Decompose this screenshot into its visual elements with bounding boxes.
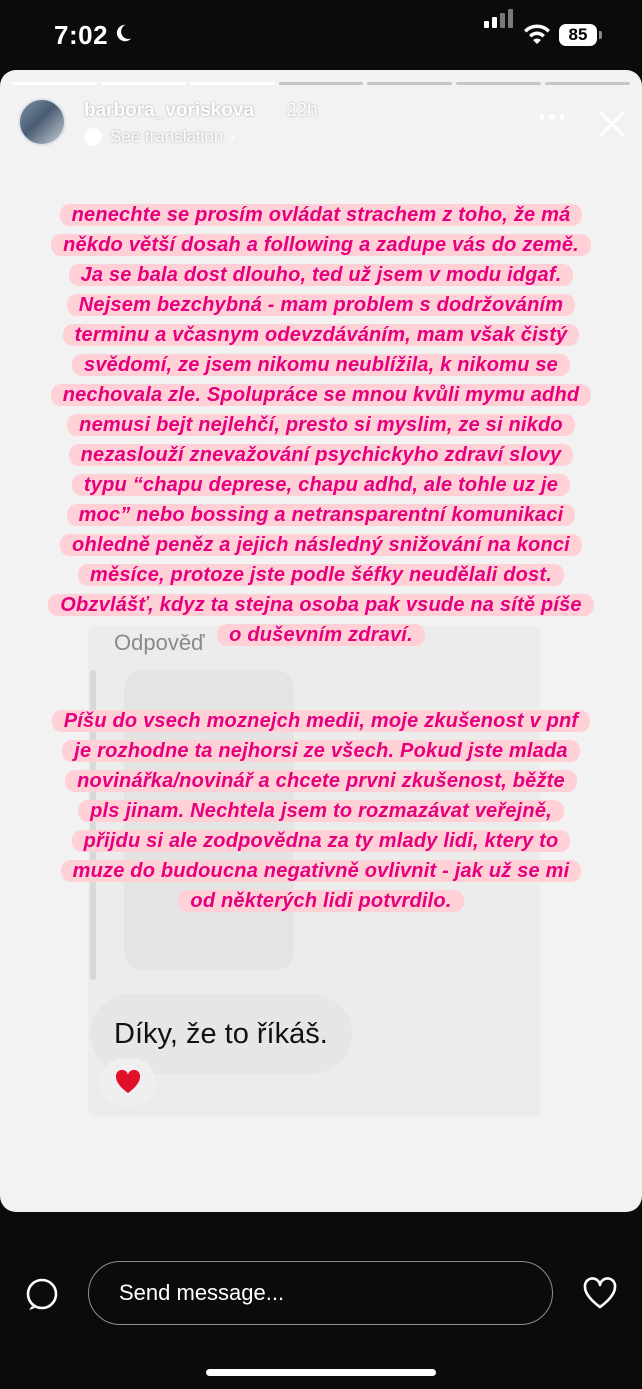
caption-text: ohledně peněz a jejich následný snižování na konci <box>60 534 582 556</box>
caption-line <box>22 706 620 736</box>
home-indicator <box>206 1369 436 1376</box>
caption-text: Ja se bala dost dlouho, ted už jsem v modu idgaf. <box>69 264 574 286</box>
more-options-icon[interactable] <box>538 112 566 122</box>
caption-line <box>12 200 630 230</box>
caption-text: přijdu si ale zodpovědna za ty mlady lidi, ktery to <box>72 830 571 852</box>
caption-line <box>22 856 620 886</box>
caption-line <box>12 530 630 560</box>
heart-reaction-icon <box>100 1058 156 1106</box>
caption-line <box>12 470 630 500</box>
battery-indicator: 85 <box>559 24 597 46</box>
caption-line <box>12 260 630 290</box>
caption-text: Píšu do vsech moznejch medii, moje zkušenost v pnf <box>52 710 591 732</box>
caption-text: moc” nebo bossing a netransparentní komunikaci <box>67 504 576 526</box>
like-heart-icon[interactable] <box>582 1276 618 1310</box>
message-bubble: Díky, že to říkáš. <box>90 994 352 1074</box>
caption-line <box>12 290 630 320</box>
caption-line <box>12 560 630 590</box>
caption-text: novinářka/novinář a chcete prvni zkušenost, běžte <box>65 770 577 792</box>
camera-icon[interactable] <box>24 1276 60 1312</box>
caption-line <box>12 380 630 410</box>
caption-text: terminu a včasnym odevzdáváním, mam však čistý <box>63 324 580 346</box>
username[interactable]: barbora_voriskova <box>84 100 255 121</box>
caption-line <box>22 796 620 826</box>
caption-text: Nejsem bezchybná - mam problem s dodržováním <box>67 294 575 316</box>
post-age: 22h <box>286 100 318 121</box>
caption-line <box>12 440 630 470</box>
caption-line <box>12 410 630 440</box>
clock: 7:02 <box>54 20 109 50</box>
caption-line <box>22 736 620 766</box>
caption-line <box>12 590 630 620</box>
status-bar <box>0 0 642 70</box>
caption-text: Obzvlášť, kdyz ta stejna osoba pak vsude na sítě píše <box>48 594 593 616</box>
see-translation-link[interactable] <box>84 126 235 147</box>
caption-line <box>12 320 630 350</box>
caption-line <box>12 620 630 650</box>
caption-line <box>22 766 620 796</box>
caption-block-1 <box>12 200 630 650</box>
caption-text: měsíce, protoze jste podle šéfky neudělali dost. <box>78 564 564 586</box>
caption-block-2 <box>22 706 620 916</box>
caption-line <box>22 826 620 856</box>
caption-line <box>22 886 620 916</box>
caption-line <box>12 230 630 260</box>
avatar[interactable] <box>18 98 66 146</box>
story-progress <box>12 82 630 86</box>
caption-text: muze do budoucna negativně ovlivnit - jak už se mi <box>61 860 582 882</box>
send-message-input[interactable] <box>88 1261 553 1325</box>
battery-tip <box>599 31 602 39</box>
caption-text: o duševním zdraví. <box>217 624 425 646</box>
reply-label: Odpověď <box>114 630 205 655</box>
moon-icon <box>112 22 134 44</box>
caption-text: od některých lidi potvrdilo. <box>178 890 463 912</box>
wifi-icon <box>523 24 551 46</box>
translate-icon <box>84 128 102 146</box>
caption-text: nezaslouží znevažování psychickyho zdraví slovy <box>69 444 574 466</box>
caption-text: pls jinam. Nechtela jsem to rozmazávat veřejně, <box>78 800 564 822</box>
chevron-right-icon: › <box>229 126 236 146</box>
caption-text: typu “chapu deprese, chapu adhd, ale tohle uz je <box>72 474 570 496</box>
caption-text: nenechte se prosím ovládat strachem z toho, že má <box>60 204 583 226</box>
see-translation-label: See translation <box>110 126 224 146</box>
caption-text: je rozhodne ta nejhorsi ze všech. Pokud jste mlada <box>62 740 579 762</box>
caption-text: nemusi bejt nejlehčí, presto si myslim, ze si nikdo <box>67 414 575 436</box>
caption-text: nechovala zle. Spolupráce se mnou kvůli mymu adhd <box>51 384 592 406</box>
caption-line <box>12 350 630 380</box>
caption-line <box>12 500 630 530</box>
close-icon[interactable] <box>596 108 628 140</box>
story-viewer[interactable] <box>0 70 642 1212</box>
caption-text: někdo větší dosah a following a zadupe vás do země. <box>51 234 591 256</box>
caption-text: svědomí, ze jsem nikomu neublížila, k nikomu se <box>72 354 570 376</box>
